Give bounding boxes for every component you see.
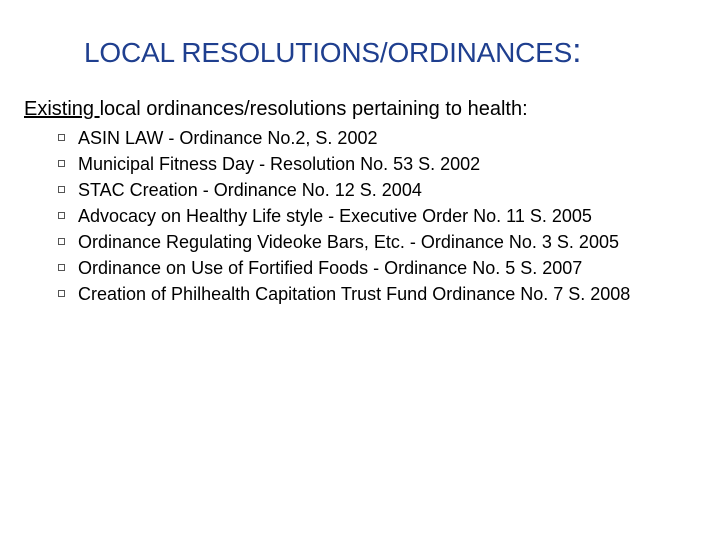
- square-bullet-icon: [58, 264, 65, 271]
- ordinance-list: [56, 126, 706, 308]
- square-bullet-icon: [58, 160, 65, 167]
- square-bullet-icon: [58, 134, 65, 141]
- subtitle-underlined-word: Existing: [24, 98, 100, 120]
- list-item-text: Ordinance on Use of Fortified Foods - Ordinance No. 5 S. 2007: [78, 258, 583, 278]
- slide-title-text: LOCAL RESOLUTIONS/ORDINANCES: [84, 37, 573, 68]
- list-item: [56, 178, 706, 202]
- list-item: [56, 256, 706, 280]
- list-item-text: Advocacy on Healthy Life style - Executive Order No. 11 S. 2005: [78, 206, 592, 226]
- subtitle-text: local ordinances/resolutions pertaining to health:: [99, 98, 528, 120]
- square-bullet-icon: [58, 238, 65, 245]
- slide-subtitle: [24, 96, 528, 122]
- square-bullet-icon: [58, 186, 65, 193]
- list-item: [56, 230, 706, 254]
- square-bullet-icon: [58, 212, 65, 219]
- slide-title: [84, 34, 581, 70]
- list-item: [56, 204, 706, 228]
- list-item: [56, 282, 706, 306]
- list-item-text: STAC Creation - Ordinance No. 12 S. 2004: [78, 180, 422, 200]
- list-item-text: ASIN LAW - Ordinance No.2, S. 2002: [78, 128, 378, 148]
- square-bullet-icon: [58, 290, 65, 297]
- list-item: [56, 126, 706, 150]
- slide-title-colon: :: [572, 32, 582, 70]
- list-item: [56, 152, 706, 176]
- list-item-text: Municipal Fitness Day - Resolution No. 53 S. 2002: [78, 154, 481, 174]
- list-item-text: Creation of Philhealth Capitation Trust Fund Ordinance No. 7 S. 2008: [78, 284, 631, 304]
- list-item-text: Ordinance Regulating Videoke Bars, Etc. - Ordinance No. 3 S. 2005: [78, 232, 619, 252]
